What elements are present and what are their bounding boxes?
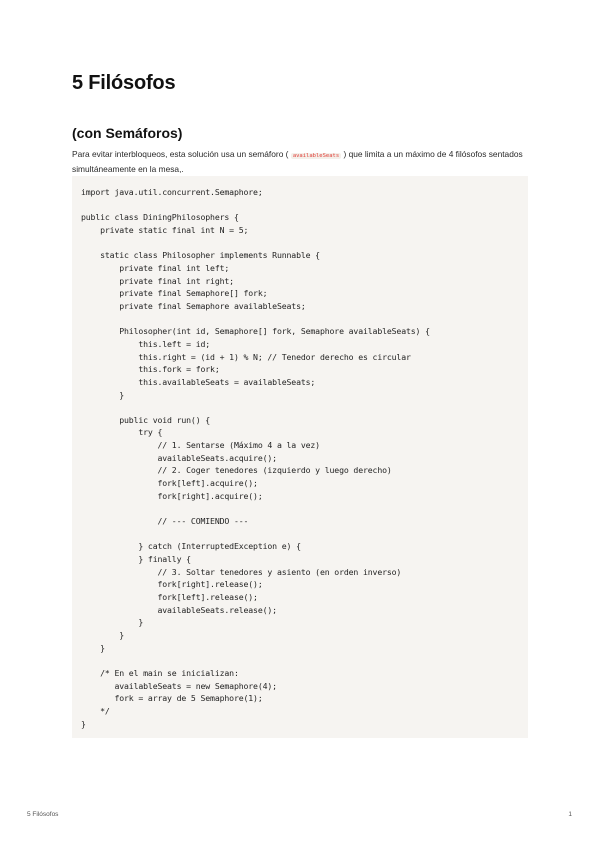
code-content: import java.util.concurrent.Semaphore; public class DiningPhilosophers { private static final int N = 5; static class Philosopher implements Runnable { private final int left; private final int right; private final Semaphore[] fork; private final Semaphore availableSeats; Philosopher(int id, Semaphore[] fork, Semaphore availableSeats) { this.left = id; this.right = (id + 1) % N; // Tenedor derecho es circular this.fork = fork; this.availableSeats = availableSeats; } public void run() { try { // 1. Sentarse (Máximo 4 a la vez) availableSeats.acquire(); // 2. Coger tenedores (izquierdo y luego derecho) fork[left].acquire(); fork[right].acquire(); // --- COMIENDO --- } catch (InterruptedException e) { } finally { // 3. Soltar tenedores y asiento (en orden inverso) fork[right].release(); fork[left].release(); availableSeats.release(); } } } /* En el main se inicializan: availableSeats = new Semaphore(4); fork = array de 5 Semaphore(1); */ } xyxy=(81,187,430,729)
footer-page-number: 1 xyxy=(568,811,572,818)
intro-paragraph xyxy=(72,148,532,175)
section-subtitle: (con Semáforos) xyxy=(72,125,183,141)
page-title: 5 Filósofos xyxy=(72,72,176,94)
footer-document-title: 5 Filósofos xyxy=(27,811,59,818)
intro-text-after: ) que limita a un máximo de 4 filósofos sentados simultáneamente en la mesa,. xyxy=(72,149,523,174)
code-block xyxy=(72,176,528,738)
intro-text-before: Para evitar interbloqueos, esta solución usa un semáforo ( xyxy=(72,149,291,159)
inline-code-available-seats: availableSeats xyxy=(292,153,340,159)
